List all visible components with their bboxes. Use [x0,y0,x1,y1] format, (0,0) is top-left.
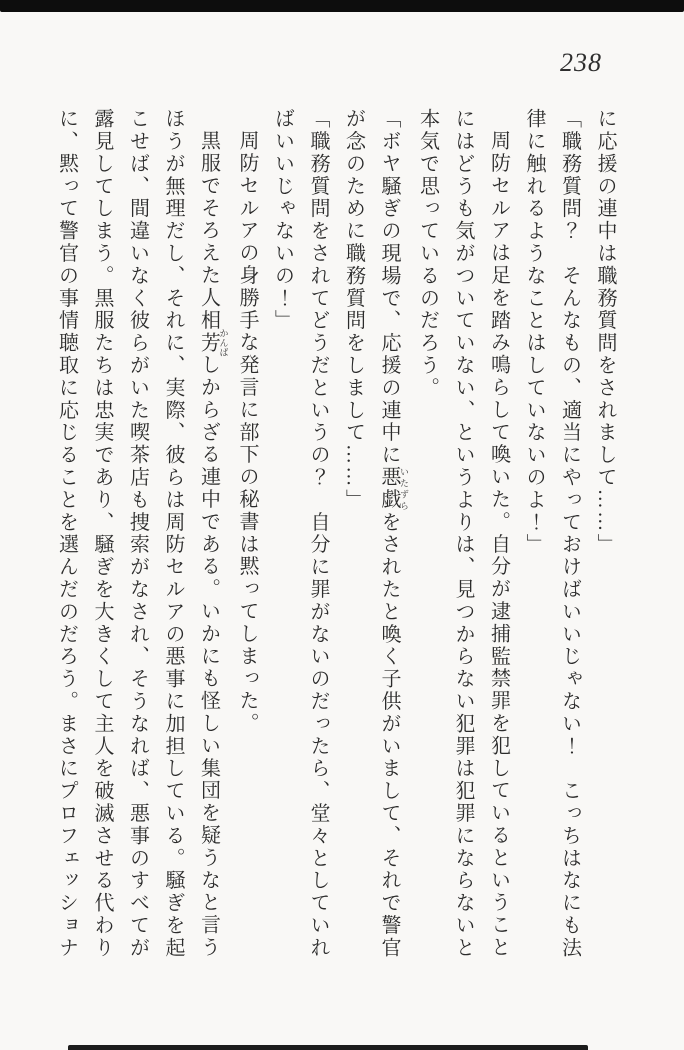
page-top-border [0,0,684,12]
text-column: 周防セルアの身勝手な発言に部下の秘書は黙ってしまった。 [236,130,258,735]
text-column: 「職務質問？ そんなもの、適当にやっておけばいいじゃない！ こっちはなにも法 [558,108,581,960]
text-column: 本気で思っているのだろう。 [416,108,439,400]
text-column: 「職務質問をされてどうだというの？ 自分に罪がないのだったら、堂々としていれ [307,108,329,960]
text-column: に、黙って警官の事情聴取に応じることを選んだのだろう。まさにプロフェッショナ [55,108,78,960]
ruby-annotated-word: 悪戯 いたずら [378,466,409,512]
text-column: 黒服でそろえた人相芳 かんばしからざる連中である。いかにも怪しい集団を疑うなと言う [197,130,229,959]
text-column: が念のために職務質問をしまして……」 [342,108,365,512]
text-column: 露見してしまう。黒服たちは忠実であり、騒ぎを大きくして主人を破滅させる代わり [91,108,113,960]
text-column: ばいいじゃないの！」 [271,108,294,332]
page-bottom-border [68,1045,588,1050]
text-column: にはどうも気がついていない、というよりは、見つからない犯罪は犯罪にならないと [452,108,474,960]
text-column: 律に触れるようなことはしていないのよ！」 [523,108,545,556]
page-number: 238 [560,48,602,77]
text-block [54,108,622,976]
text-column: こせば、間違いなく彼らがいた喫茶店も捜索がなされ、そうなれば、悪事のすべてが [126,108,149,960]
ruby-annotated-word: 芳 かんば [197,328,229,358]
text-column: ほうが無理だし、それに、実際、彼らは周防セルアの悪事に加担している。騒ぎを起 [162,108,184,960]
text-column: 「ボヤ騒ぎの現場で、応援の連中に悪戯 いたずらをされたと喚く子供がいまして、それで警官 [378,108,409,960]
text-column: に応援の連中は職務質問をされまして……」 [594,108,616,556]
text-column: 周防セルアは足を踏み鳴らして喚いた。自分が逮捕監禁罪を犯しているということ [487,130,510,959]
